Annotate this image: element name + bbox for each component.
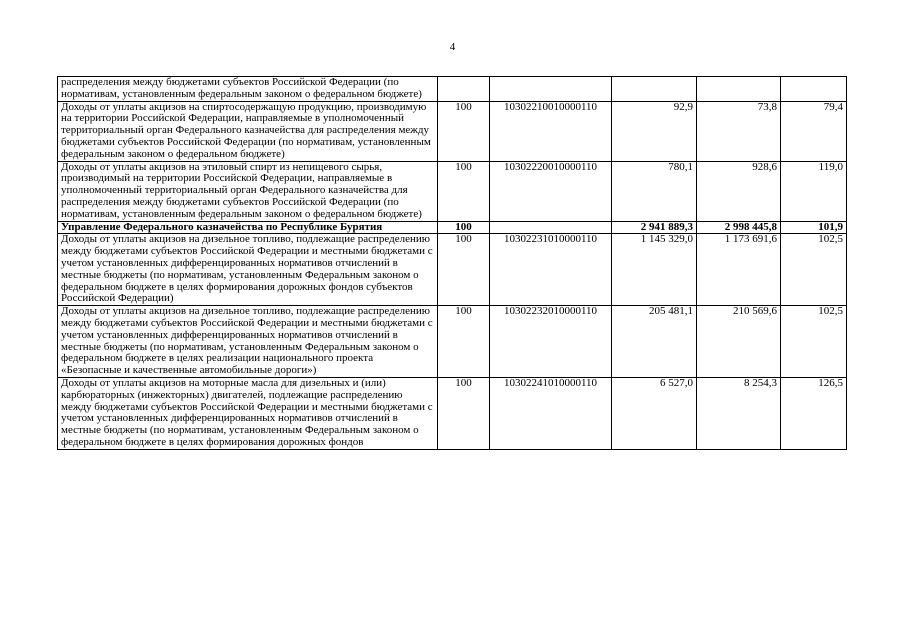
row-name-cell: Доходы от уплаты акцизов на спиртосодержащую продукцию, производимую на территории Российской Федерации, направляемые в уполномоченный территориальный орган Федерального казначейства для распределения между бюджетами субъектов Российской Федерации (по нормативам, установленным федеральным законом о федеральном бюджете) xyxy=(58,101,438,161)
budget-code-cell: 10302232010000110 xyxy=(490,306,612,378)
value-2-cell: 8 254,3 xyxy=(697,377,781,449)
value-1-cell: 6 527,0 xyxy=(612,377,697,449)
percent-cell: 102,5 xyxy=(781,306,847,378)
budget-code-cell: 10302210010000110 xyxy=(490,101,612,161)
value-2-cell xyxy=(697,77,781,102)
value-2-cell: 928,6 xyxy=(697,161,781,221)
admin-code-cell: 100 xyxy=(438,221,490,234)
budget-code-cell: 10302241010000110 xyxy=(490,377,612,449)
budget-code-cell: 10302231010000110 xyxy=(490,234,612,306)
value-2-cell: 2 998 445,8 xyxy=(697,221,781,234)
table-row xyxy=(58,77,847,102)
budget-code-cell xyxy=(490,221,612,234)
table-row xyxy=(58,306,847,378)
value-1-cell: 92,9 xyxy=(612,101,697,161)
percent-cell: 101,9 xyxy=(781,221,847,234)
value-1-cell: 1 145 329,0 xyxy=(612,234,697,306)
table-row xyxy=(58,234,847,306)
admin-code-cell: 100 xyxy=(438,234,490,306)
admin-code-cell xyxy=(438,77,490,102)
table-row xyxy=(58,377,847,449)
percent-cell xyxy=(781,77,847,102)
value-1-cell xyxy=(612,77,697,102)
budget-code-cell: 10302220010000110 xyxy=(490,161,612,221)
percent-cell: 119,0 xyxy=(781,161,847,221)
percent-cell: 79,4 xyxy=(781,101,847,161)
value-2-cell: 210 569,6 xyxy=(697,306,781,378)
admin-code-cell: 100 xyxy=(438,101,490,161)
revenue-table xyxy=(57,76,847,450)
admin-code-cell: 100 xyxy=(438,161,490,221)
row-name-cell: Управление Федерального казначейства по Республике Бурятия xyxy=(58,221,438,234)
table-row xyxy=(58,101,847,161)
table-row xyxy=(58,221,847,234)
value-1-cell: 2 941 889,3 xyxy=(612,221,697,234)
row-name-cell: Доходы от уплаты акцизов на этиловый спирт из непищевого сырья, производимый на территории Российской Федерации, направляемые в уполномоченный территориальный орган Федерального казначейства для распределения между бюджетами субъектов Российской Федерации (по нормативам, установленным федеральным законом о федеральном бюджете) xyxy=(58,161,438,221)
value-2-cell: 73,8 xyxy=(697,101,781,161)
percent-cell: 126,5 xyxy=(781,377,847,449)
admin-code-cell: 100 xyxy=(438,306,490,378)
admin-code-cell: 100 xyxy=(438,377,490,449)
value-2-cell: 1 173 691,6 xyxy=(697,234,781,306)
page-number: 4 xyxy=(449,41,456,53)
value-1-cell: 205 481,1 xyxy=(612,306,697,378)
row-name-cell: распределения между бюджетами субъектов Российской Федерации (по нормативам, установленным федеральным законом о федеральном бюджете) xyxy=(58,77,438,102)
budget-code-cell xyxy=(490,77,612,102)
table-body xyxy=(58,77,847,450)
table-row xyxy=(58,161,847,221)
row-name-cell: Доходы от уплаты акцизов на дизельное топливо, подлежащие распределению между бюджетами субъектов Российской Федерации и местными бюджетами с учетом установленных дифференцированных нормативов отчислений в местные бюджеты (по нормативам, установленным Федеральным законом о федеральном бюджете в целях формирования дорожных фондов субъектов Российской Федерации) xyxy=(58,234,438,306)
row-name-cell: Доходы от уплаты акцизов на моторные масла для дизельных и (или) карбюраторных (инжекторных) двигателей, подлежащие распределению между бюджетами субъектов Российской Федерации и местными бюджетами с учетом установленных дифференцированных нормативов отчислений в местные бюджеты (по нормативам, установленным Федеральным законом о федеральном бюджете в целях формирования дорожных фондов xyxy=(58,377,438,449)
row-name-cell: Доходы от уплаты акцизов на дизельное топливо, подлежащие распределению между бюджетами субъектов Российской Федерации и местными бюджетами с учетом установленных дифференцированных нормативов отчислений в местные бюджеты (по нормативам, установленным Федеральным законом о федеральном бюджете в целях реализации национального проекта «Безопасные и качественные автомобильные дороги») xyxy=(58,306,438,378)
value-1-cell: 780,1 xyxy=(612,161,697,221)
percent-cell: 102,5 xyxy=(781,234,847,306)
